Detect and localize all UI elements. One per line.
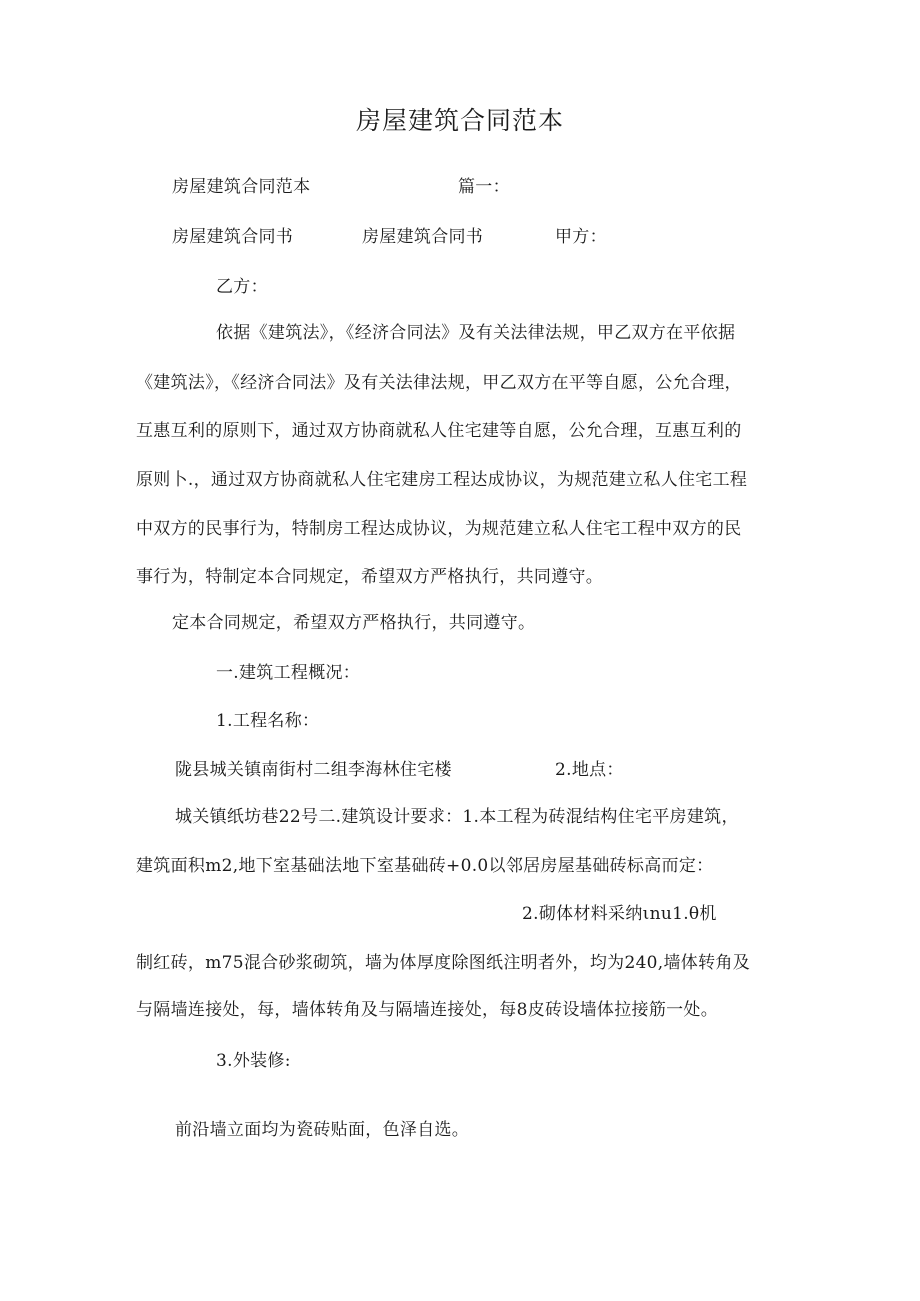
preamble-line: 事行为，特制定本合同规定，希望双方严格执行，共同遵守。 [136, 567, 604, 587]
project-name: 陇县城关镇南街村二组李海林住宅楼 [175, 760, 452, 780]
contract-book-label: 房屋建筑合同书 [172, 227, 294, 247]
exterior-finish-line: 前沿墙立面均为瓷砖贴面，色泽自选。 [175, 1120, 470, 1140]
brick-line: 制红砖，m75混合砂浆砌筑，墙为体厚度除图纸注明者外，均为240,墙体转角及 [136, 953, 751, 973]
party-b-label: 乙方： [216, 277, 268, 297]
contract-book-label-2: 房屋建筑合同书 [362, 227, 484, 247]
section-heading: 一.建筑工程概况： [216, 663, 361, 683]
location-line: 城关镇纸坊巷22号二.建筑设计要求：1.本工程为砖混结构住宅平房建筑， [175, 807, 739, 827]
item-label: 2.地点： [555, 760, 624, 780]
preamble-line: 互惠互利的原则下，通过双方协商就私人住宅建等自愿，公允合理，互惠互利的 [136, 421, 742, 441]
subtitle: 房屋建筑合同范本 [172, 177, 311, 197]
item-label: 1.工程名称： [216, 711, 320, 731]
document-title: 房屋建筑合同范本 [355, 106, 564, 135]
section-heading: 3.外装修: [216, 1051, 291, 1071]
material-line: 2.砌体材料采纳ιnu1.θ机 [522, 904, 717, 924]
part-label: 篇一： [458, 177, 510, 197]
preamble-line: 中双方的民事行为，特制房工程达成协议，为规范建立私人住宅工程中双方的民 [136, 519, 742, 539]
preamble-line: 原则卜.，通过双方协商就私人住宅建房工程达成协议，为规范建立私人住宅工程 [136, 470, 748, 490]
party-a-label: 甲方： [555, 227, 607, 247]
preamble-line: 依据《建筑法》，《经济合同法》及有关法律法规，甲乙双方在平依据 [216, 323, 736, 343]
brick-line: 与隔墙连接处，每，墙体转角及与隔墙连接处，每8皮砖设墙体拉接筋一处。 [136, 1000, 719, 1020]
preamble-line: 定本合同规定，希望双方严格执行，共同遵守。 [172, 613, 536, 633]
preamble-line: 《建筑法》，《经济合同法》及有关法律法规，甲乙双方在平等自愿，公允合理， [136, 373, 742, 393]
area-line: 建筑面积m2,地下室基础法地下室基础砖+0.0以邻居房屋基础砖标高而定： [136, 856, 714, 876]
